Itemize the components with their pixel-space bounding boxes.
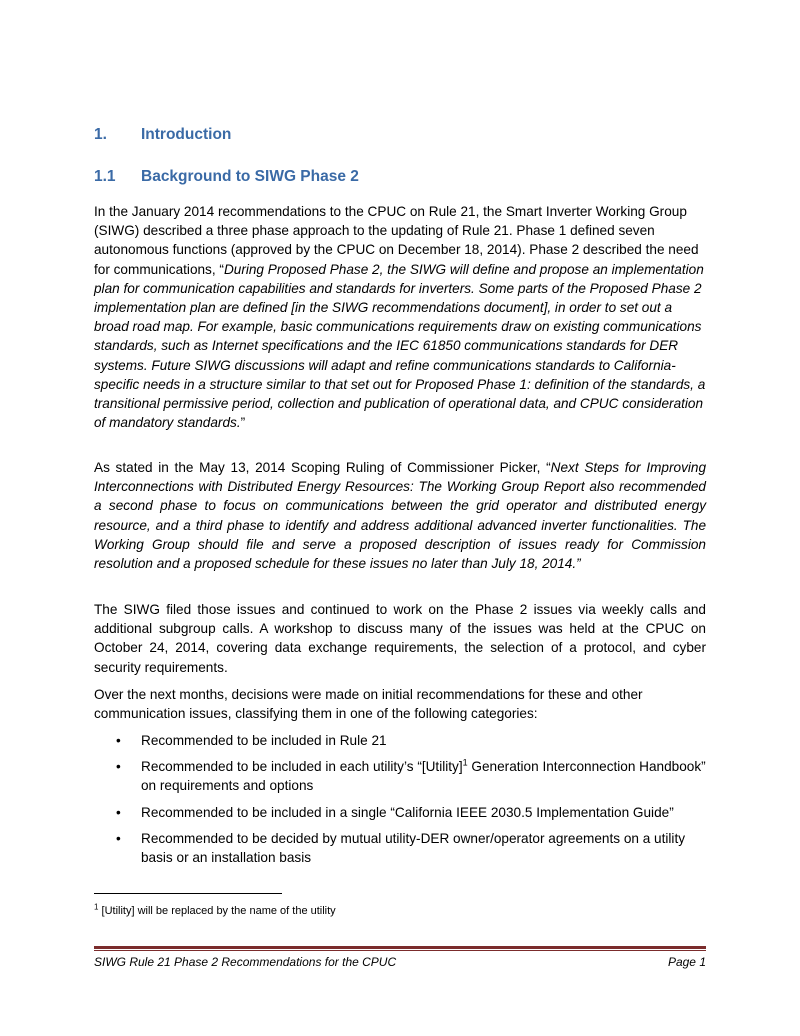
category-list xyxy=(94,731,706,874)
paragraph-text: As stated in the May 13, 2014 Scoping Ruling of Commissioner Picker, “ xyxy=(94,460,551,475)
list-item: • Recommended to be included in Rule 21 xyxy=(94,731,706,750)
footer-rule-thin xyxy=(94,950,706,951)
paragraph-text: In the January 2014 recommendations to the CPUC on Rule 21, the Smart Inverter Working Group (SIWG) described a three phase approach to the updating of Rule 21. Phase 1 defined seven autonomous functions (approved by the CPUC on December 18, 2014). Phase 2 described the need for communications, “ xyxy=(94,204,699,277)
bullet-icon: • xyxy=(116,830,121,846)
closing-quote: ” xyxy=(240,415,246,431)
list-item: • Recommended to be decided by mutual utility-DER owner/operator agreements on a utility basis or an installation basis xyxy=(116,830,686,866)
paragraph-background xyxy=(94,202,706,432)
bullet-icon: • xyxy=(116,733,121,748)
footnote xyxy=(94,902,336,917)
section-title: Introduction xyxy=(141,126,232,143)
subsection-heading xyxy=(94,168,359,186)
section-heading xyxy=(94,126,231,144)
bullet-icon: • xyxy=(116,804,121,820)
paragraph-workshop: The SIWG filed those issues and continued to work on the Phase 2 issues via weekly calls and additional subgroup calls. A workshop to discuss many of the issues was held at the CPUC on October 24, 2014, covering data exchange requirements, the selection of a protocol, and cyber security requirements. xyxy=(94,602,706,675)
list-item: • Recommended to be included in each utility’s “[Utility]$^1$ Generation Interconnection Handbook” on requirements and options xyxy=(116,757,706,794)
bullet-icon: • xyxy=(116,759,121,775)
footer-title: SIWG Rule 21 Phase 2 Recommendations for the CPUC xyxy=(94,955,397,969)
quoted-text: Next Steps for Improving Interconnections with Distributed Energy Resources: The Working Group Report also recommended a second phase to focus on communications between the grid operator and distributed energy resource, and a third phase to identify and address additional advanced inverter functionalities. The Working Group should file and serve a proposed description of issues ready for Commission resolution and a proposed schedule for these issues no later than July 18, 2014.” xyxy=(94,460,707,572)
subsection-number: 1.1 xyxy=(94,168,116,185)
footer-rule-thick xyxy=(94,946,706,949)
page-number: Page 1 xyxy=(667,955,706,969)
footnote-reference[interactable]: 1 xyxy=(462,757,468,768)
page-footer xyxy=(94,955,706,969)
list-item: • Recommended to be included in a single “California IEEE 2030.5 Implementation Guide” xyxy=(94,803,706,822)
paragraph-categories: Over the next months, decisions were made on initial recommendations for these and other communication issues, classifying them in one of the following categories: xyxy=(94,687,643,722)
footnote-text: [Utility] will be replaced by the name of the utility xyxy=(98,905,336,917)
footnote-divider xyxy=(94,893,282,894)
section-number: 1. xyxy=(94,126,107,143)
paragraph-scoping-ruling xyxy=(94,458,706,573)
subsection-title: Background to SIWG Phase 2 xyxy=(141,168,359,185)
footnote-mark: 1 xyxy=(94,902,99,912)
quoted-text: During Proposed Phase 2, the SIWG will define and propose an implementation plan for communication capabilities and standards for inverters. Some parts of the Proposed Phase 2 implementation plan are defined [in the SIWG recommendations document], in order to set out a broad road map. For example, basic communications requirements draw on existing communications standards, such as Internet specifications and the IEC 61850 communications standards for DER systems. Future SIWG discussions will adapt and refine communications standards to California-specific needs in a structure similar to that set out for Proposed Phase 1: definition of the standards, a transitional permissive period, collection and publication of operational data, and CPUC consideration of mandatory standards. xyxy=(94,261,706,431)
